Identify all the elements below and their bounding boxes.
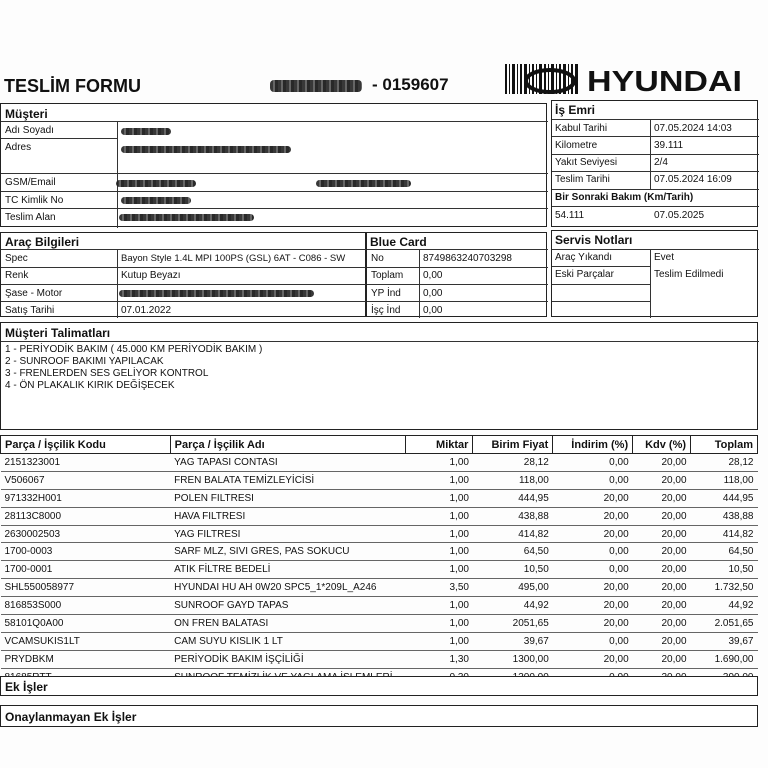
part-code: 2151323001: [1, 454, 171, 472]
part-discount: 20,00: [553, 489, 633, 507]
part-code: PRYDBKM: [1, 650, 171, 668]
part-qty: 1,00: [405, 507, 473, 525]
label-yakit: Yakıt Seviyesi: [555, 157, 618, 168]
part-name: YAG FILTRESI: [170, 525, 405, 543]
parts-row: [1, 561, 758, 579]
label-eski-parcalar: Eski Parçalar: [555, 269, 614, 280]
form-title: TESLİM FORMU: [4, 76, 141, 96]
col-qty: Miktar: [405, 436, 473, 454]
part-name: PERİYODİK BAKIM İŞÇİLİĞİ: [170, 650, 405, 668]
blue-card-heading: Blue Card: [370, 235, 427, 249]
part-total: 1.732,50: [691, 579, 758, 597]
redacted-address: [121, 146, 291, 153]
part-code: 1700-0001: [1, 561, 171, 579]
part-total: 2.051,65: [691, 615, 758, 633]
value-eski-parcalar: Teslim Edilmedi: [654, 269, 724, 280]
is-emri-section: [551, 100, 758, 227]
part-total: 64,50: [691, 543, 758, 561]
part-name: SARF MLZ, SIVI GRES, PAS SOKUCU: [170, 543, 405, 561]
col-code: Parça / İşçilik Kodu: [1, 436, 171, 454]
redacted-gsm: [116, 180, 196, 187]
parts-row: [1, 525, 758, 543]
part-code: 58101Q0A00: [1, 615, 171, 633]
label-renk: Renk: [5, 270, 29, 281]
part-unit-price: 438,88: [473, 507, 553, 525]
part-unit-price: 444,95: [473, 489, 553, 507]
part-unit-price: 2051,65: [473, 615, 553, 633]
col-discount: İndirim (%): [553, 436, 633, 454]
label-bc-toplam: Toplam: [371, 270, 404, 281]
part-total: 414,82: [691, 525, 758, 543]
part-qty: 3,50: [405, 579, 473, 597]
part-code: V506067: [1, 471, 171, 489]
part-total: 1.690,00: [691, 650, 758, 668]
part-discount: 20,00: [553, 579, 633, 597]
redacted-name: [121, 128, 171, 135]
part-vat: 20,00: [633, 597, 691, 615]
label-km: Kilometre: [555, 140, 598, 151]
onaylanmayan-heading: Onaylanmayan Ek İşler: [5, 710, 137, 724]
hyundai-logo: [505, 64, 745, 94]
part-name: ON FREN BALATASI: [170, 615, 405, 633]
part-qty: 1,00: [405, 489, 473, 507]
part-unit-price: 495,00: [473, 579, 553, 597]
part-qty: 1,00: [405, 454, 473, 472]
parts-row: [1, 632, 758, 650]
talimat-line-1: 1 - PERİYODİK BAKIM ( 45.000 KM PERİYODİK BAKIM ): [5, 344, 263, 355]
parts-row: [1, 597, 758, 615]
redacted-receiver: [119, 214, 254, 221]
part-vat: 20,00: [633, 543, 691, 561]
value-yikandi: Evet: [654, 252, 675, 263]
talimat-line-3: 3 - FRENLERDEN SES GELİYOR KONTROL: [5, 368, 209, 379]
part-total: 39,67: [691, 632, 758, 650]
part-discount: 0,00: [553, 632, 633, 650]
part-code: 971332H001: [1, 489, 171, 507]
part-name: YAG TAPASI CONTASI: [170, 454, 405, 472]
part-name: SUNROOF GAYD TAPAS: [170, 597, 405, 615]
part-qty: 1,00: [405, 525, 473, 543]
value-next-date: 07.05.2025: [654, 210, 705, 221]
value-spec: Bayon Style 1.4L MPI 100PS (GSL) 6AT - C086 - SW: [121, 253, 346, 264]
talimat-line-2: 2 - SUNROOF BAKIMI YAPILACAK: [5, 356, 164, 367]
label-satis: Satış Tarihi: [5, 305, 55, 316]
value-renk: Kutup Beyazı: [121, 270, 181, 281]
part-name: ATIK FİLTRE BEDELİ: [170, 561, 405, 579]
value-satis: 07.01.2022: [121, 305, 172, 316]
doc-number: - 0159607: [372, 75, 449, 94]
part-name: HAVA FILTRESI: [170, 507, 405, 525]
musteri-heading: Müşteri: [5, 107, 48, 121]
part-qty: 1,00: [405, 632, 473, 650]
part-vat: 20,00: [633, 489, 691, 507]
part-discount: 20,00: [553, 597, 633, 615]
parts-row: [1, 471, 758, 489]
part-total: 10,50: [691, 561, 758, 579]
blue-card-section: [366, 232, 547, 317]
redacted-chassis: [119, 290, 314, 297]
part-unit-price: 10,50: [473, 561, 553, 579]
part-code: 28113C8000: [1, 507, 171, 525]
redacted-plate: [270, 80, 362, 92]
part-discount: 0,00: [553, 543, 633, 561]
part-vat: 20,00: [633, 471, 691, 489]
part-vat: 20,00: [633, 525, 691, 543]
part-unit-price: 64,50: [473, 543, 553, 561]
parts-row: [1, 507, 758, 525]
label-tc: TC Kimlik No: [5, 195, 64, 206]
servis-section: [551, 230, 758, 317]
part-code: 1700-0003: [1, 543, 171, 561]
part-total: 118,00: [691, 471, 758, 489]
part-code: VCAMSUKIS1LT: [1, 632, 171, 650]
part-qty: 1,00: [405, 561, 473, 579]
arac-heading: Araç Bilgileri: [5, 235, 80, 249]
label-bc-no: No: [371, 253, 384, 264]
part-qty: 1,00: [405, 597, 473, 615]
part-unit-price: 44,92: [473, 597, 553, 615]
redacted-email: [316, 180, 411, 187]
parts-table: [0, 435, 758, 687]
col-total: Toplam: [691, 436, 758, 454]
part-code: 816853S000: [1, 597, 171, 615]
part-discount: 20,00: [553, 615, 633, 633]
part-discount: 20,00: [553, 507, 633, 525]
part-vat: 20,00: [633, 454, 691, 472]
is-emri-heading: İş Emri: [555, 103, 596, 117]
label-sase: Şase - Motor: [5, 288, 63, 299]
arac-section: [0, 232, 366, 317]
talimat-section: [0, 322, 758, 430]
barcode-logo-icon: [505, 64, 745, 94]
value-teslim-tarihi: 07.05.2024 16:09: [654, 174, 732, 185]
label-next-maintenance: Bir Sonraki Bakım (Km/Tarih): [555, 192, 694, 203]
label-adres: Adres: [5, 142, 32, 153]
part-discount: 0,00: [553, 471, 633, 489]
part-total: 438,88: [691, 507, 758, 525]
part-total: 44,92: [691, 597, 758, 615]
parts-header-row: [1, 436, 758, 454]
part-qty: 1,00: [405, 471, 473, 489]
part-vat: 20,00: [633, 561, 691, 579]
label-teslim-alan: Teslim Alan: [5, 212, 56, 223]
musteri-section: [0, 103, 547, 227]
part-name: POLEN FILTRESI: [170, 489, 405, 507]
part-discount: 0,00: [553, 454, 633, 472]
talimat-line-4: 4 - ÖN PLAKALIK KIRIK DEĞİŞECEK: [5, 380, 175, 391]
part-total: 444,95: [691, 489, 758, 507]
label-bc-isc: İşç İnd: [371, 305, 401, 316]
part-qty: 1,00: [405, 543, 473, 561]
parts-row: [1, 650, 758, 668]
part-vat: 20,00: [633, 632, 691, 650]
value-bc-toplam: 0,00: [423, 270, 443, 281]
servis-heading: Servis Notları: [555, 233, 633, 247]
label-bc-yp: YP İnd: [371, 288, 401, 299]
label-gsm: GSM/Email: [5, 177, 56, 188]
parts-table-wrap: [0, 435, 758, 687]
part-discount: 20,00: [553, 525, 633, 543]
onaylanmayan-section: [0, 705, 758, 727]
part-code: 2630002503: [1, 525, 171, 543]
value-yakit: 2/4: [654, 157, 668, 168]
label-kabul: Kabul Tarihi: [555, 123, 608, 134]
part-name: HYUNDAI HU AH 0W20 SPC5_1*209L_A246: [170, 579, 405, 597]
label-teslim-tarihi: Teslim Tarihi: [555, 174, 610, 185]
col-unit-price: Birim Fiyat: [473, 436, 553, 454]
label-spec: Spec: [5, 253, 28, 264]
value-kabul: 07.05.2024 14:03: [654, 123, 732, 134]
value-next-km: 54.111: [555, 210, 585, 221]
part-unit-price: 39,67: [473, 632, 553, 650]
part-name: FREN BALATA TEMİZLEYİCİSİ: [170, 471, 405, 489]
col-vat: Kdv (%): [633, 436, 691, 454]
ek-isler-heading: Ek İşler: [5, 680, 48, 694]
value-bc-isc: 0,00: [423, 305, 443, 316]
part-vat: 20,00: [633, 615, 691, 633]
label-adi-soyadi: Adı Soyadı: [5, 125, 54, 136]
parts-row: [1, 615, 758, 633]
part-vat: 20,00: [633, 650, 691, 668]
parts-row: [1, 543, 758, 561]
part-qty: 1,30: [405, 650, 473, 668]
talimat-heading: Müşteri Talimatları: [5, 326, 111, 340]
part-unit-price: 1300,00: [473, 650, 553, 668]
part-qty: 1,00: [405, 615, 473, 633]
part-unit-price: 118,00: [473, 471, 553, 489]
part-total: 28,12: [691, 454, 758, 472]
part-vat: 20,00: [633, 579, 691, 597]
col-name: Parça / İşçilik Adı: [170, 436, 405, 454]
part-name: CAM SUYU KISLIK 1 LT: [170, 632, 405, 650]
redacted-tc: [121, 197, 191, 204]
part-unit-price: 414,82: [473, 525, 553, 543]
label-yikandi: Araç Yıkandı: [555, 252, 613, 263]
value-bc-yp: 0,00: [423, 288, 443, 299]
value-km: 39.111: [654, 140, 684, 151]
part-discount: 20,00: [553, 650, 633, 668]
part-discount: 0,00: [553, 561, 633, 579]
parts-row: [1, 579, 758, 597]
part-vat: 20,00: [633, 507, 691, 525]
parts-row: [1, 489, 758, 507]
parts-row: [1, 454, 758, 472]
brand-text: HYUNDAI: [587, 66, 742, 94]
value-bc-no: 8749863240703298: [423, 253, 512, 264]
part-unit-price: 28,12: [473, 454, 553, 472]
ek-isler-section: [0, 676, 758, 696]
part-code: SHL550058977: [1, 579, 171, 597]
